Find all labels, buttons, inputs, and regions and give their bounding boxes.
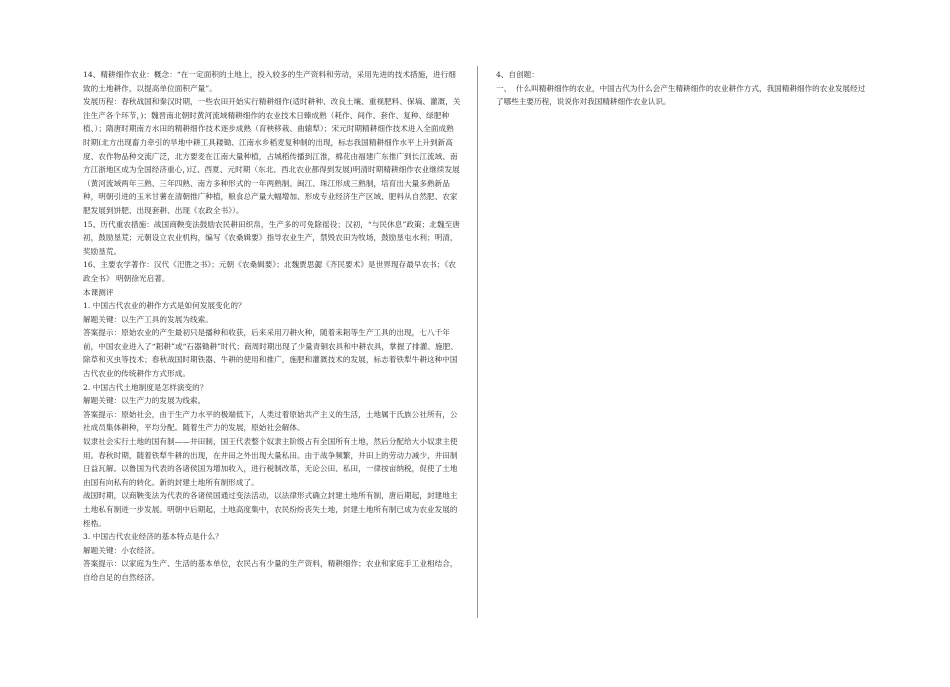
self-created-heading: 4、自创题：	[496, 70, 539, 79]
answer-2a: 答案提示：原始社会，由于生产力水平的极端低下，人类过着原始共产主义的生活，土地属于氏族公社所有，公社成员集体耕种，平均分配。随着生产力的发展，原始社会解体。	[83, 409, 458, 433]
paragraph-15: 15、历代重农措施：战国商鞅变法鼓励农民耕田织帛，生产多的可免除徭役；汉初，“与民休息”政策；北魏至唐初，鼓励垦荒；元朝设立农业机构，编写《农桑辑要》指导农业生产，禁毁农田为牧场，鼓励垦屯水利；明清，奖励垦荒。	[83, 219, 460, 256]
answer-1: 答案提示：原始农业的产生最初只是播种和收获，后来采用刀耕火种，随着耒耜等生产工具的出现，七八千年前，中国农业进入了“耜耕”或“石器锄耕”时代；商周时期出现了少量青铜农具和中耕农具，掌握了排灌、施肥、除草和灭虫等技术；春秋战国时期铁器、牛耕的使用和推广，施肥和灌溉技术的发展，标志着铁犁牛耕这种中国古代农业的传统耕作方式形成。	[83, 328, 458, 379]
question-number: 一、	[496, 83, 512, 93]
key-2: 解题关键：以生产力的发展为线索。	[83, 396, 206, 406]
answer-2b: 奴隶社会实行土地的国有制——井田制，国王代表整个奴隶主阶级占有全国所有土地，然后分配给大小奴隶主使用。春秋时期，随着铁犁牛耕的出现，在井田之外出现大量私田。由于战争频繁，井田上的劳动力减少，井田制日益瓦解。以鲁国为代表的各诸侯国为增加收入，进行税制改革，无论公田、私田，一律按亩纳税，促使了土地由国有向私有的转化。新的封建土地所有制形成了。	[83, 437, 458, 487]
answer-3: 答案提示：以家庭为生产、生活的基本单位，农民占有少量的生产资料，精耕细作；农业和家庭手工业相结合，自给自足的自然经济。	[83, 559, 458, 582]
question-text: 什么叫精耕细作的农业，中国古代为什么会产生精耕细作的农业耕作方式，我国精耕细作的农业发展经过了哪些主要历程，说说你对我国精耕细作农业认识。	[496, 83, 866, 107]
paragraph-14: 14、精耕细作农业：概念：“在一定面积的土地上，投入较多的生产资料和劳动，采用先进的技术措施，进行细致的土地耕作，以提高单位面积产量”。	[83, 70, 456, 93]
question-1: 1. 中国古代农业的耕作方式是如何发展变化的？	[83, 301, 246, 311]
key-1: 解题关键：以生产工具的发展为线索。	[83, 314, 213, 324]
self-created-question	[496, 82, 872, 109]
question-2: 2. 中国古代土地制度是怎样演变的？	[83, 382, 208, 392]
key-3: 解题关键：小农经济。	[83, 545, 160, 555]
paragraph-16: 16、主要农学著作：汉代《汜胜之书》；元朝《农桑辑要》；北魏贾思勰《齐民要术》是世界现存最早农书；《农政全书》 明朝徐光启著。	[83, 260, 456, 283]
question-3: 3. 中国古代农业经济的基本特点是什么？	[83, 532, 223, 542]
section-heading: 本课测评	[83, 287, 114, 297]
paragraph-development: 发展历程：春秋战国和秦汉时期，一些农田开始实行精耕细作(适时耕种、改良土壤、重视肥料、保墒、灌溉，关注生产各个环节，)；魏晋南北朝时黄河流域精耕细作的农业技术日臻成熟（耗作、间作、套作、复种、绿肥种植、）；隋唐时期南方水田的精耕细作技术逐步成熟（育秧移栽、曲辕犁）；宋元时期精耕细作技术进入全面成熟时期(北方出现畜力牵引的旱地中耕工具耧锄、江南水乡稻麦复种制的出现，标志我国精耕细作水平上升到新高度、农作物品种交流广泛，北方要麦在江南大量种植，占城稻传播到江淮，棉花由福建广东推广到长江流域、南方江浙地区成为全国经济重心，)辽、西夏、元时期（东北、西北农业都得到发展)明清时期精耕细作农业继续发展（黄河流域两年三熟、三年四熟、南方多种形式的一年两熟制、闽江、珠江形成三熟制，培育出大量多熟新品种，明朝引进的玉米甘薯在清朝推广种植，粮食总产量大幅增加、形成专业经济生产区域、肥料从自然肥、农家肥发展到饼肥、出现套耕、出现《农政全书》）。	[83, 97, 461, 215]
left-column	[83, 68, 461, 585]
column-divider	[477, 66, 478, 618]
answer-2c: 战国时期，以商鞅变法为代表的各诸侯国通过变法活动，以法律形式确立封建土地所有制，唐后期起，封建地主土地私有制进一步发展。明朝中后期起，土地高度集中，农民纷纷丧失土地，封建土地所有制已成为农业发展的桎梏。	[83, 491, 458, 528]
right-column	[496, 68, 872, 109]
